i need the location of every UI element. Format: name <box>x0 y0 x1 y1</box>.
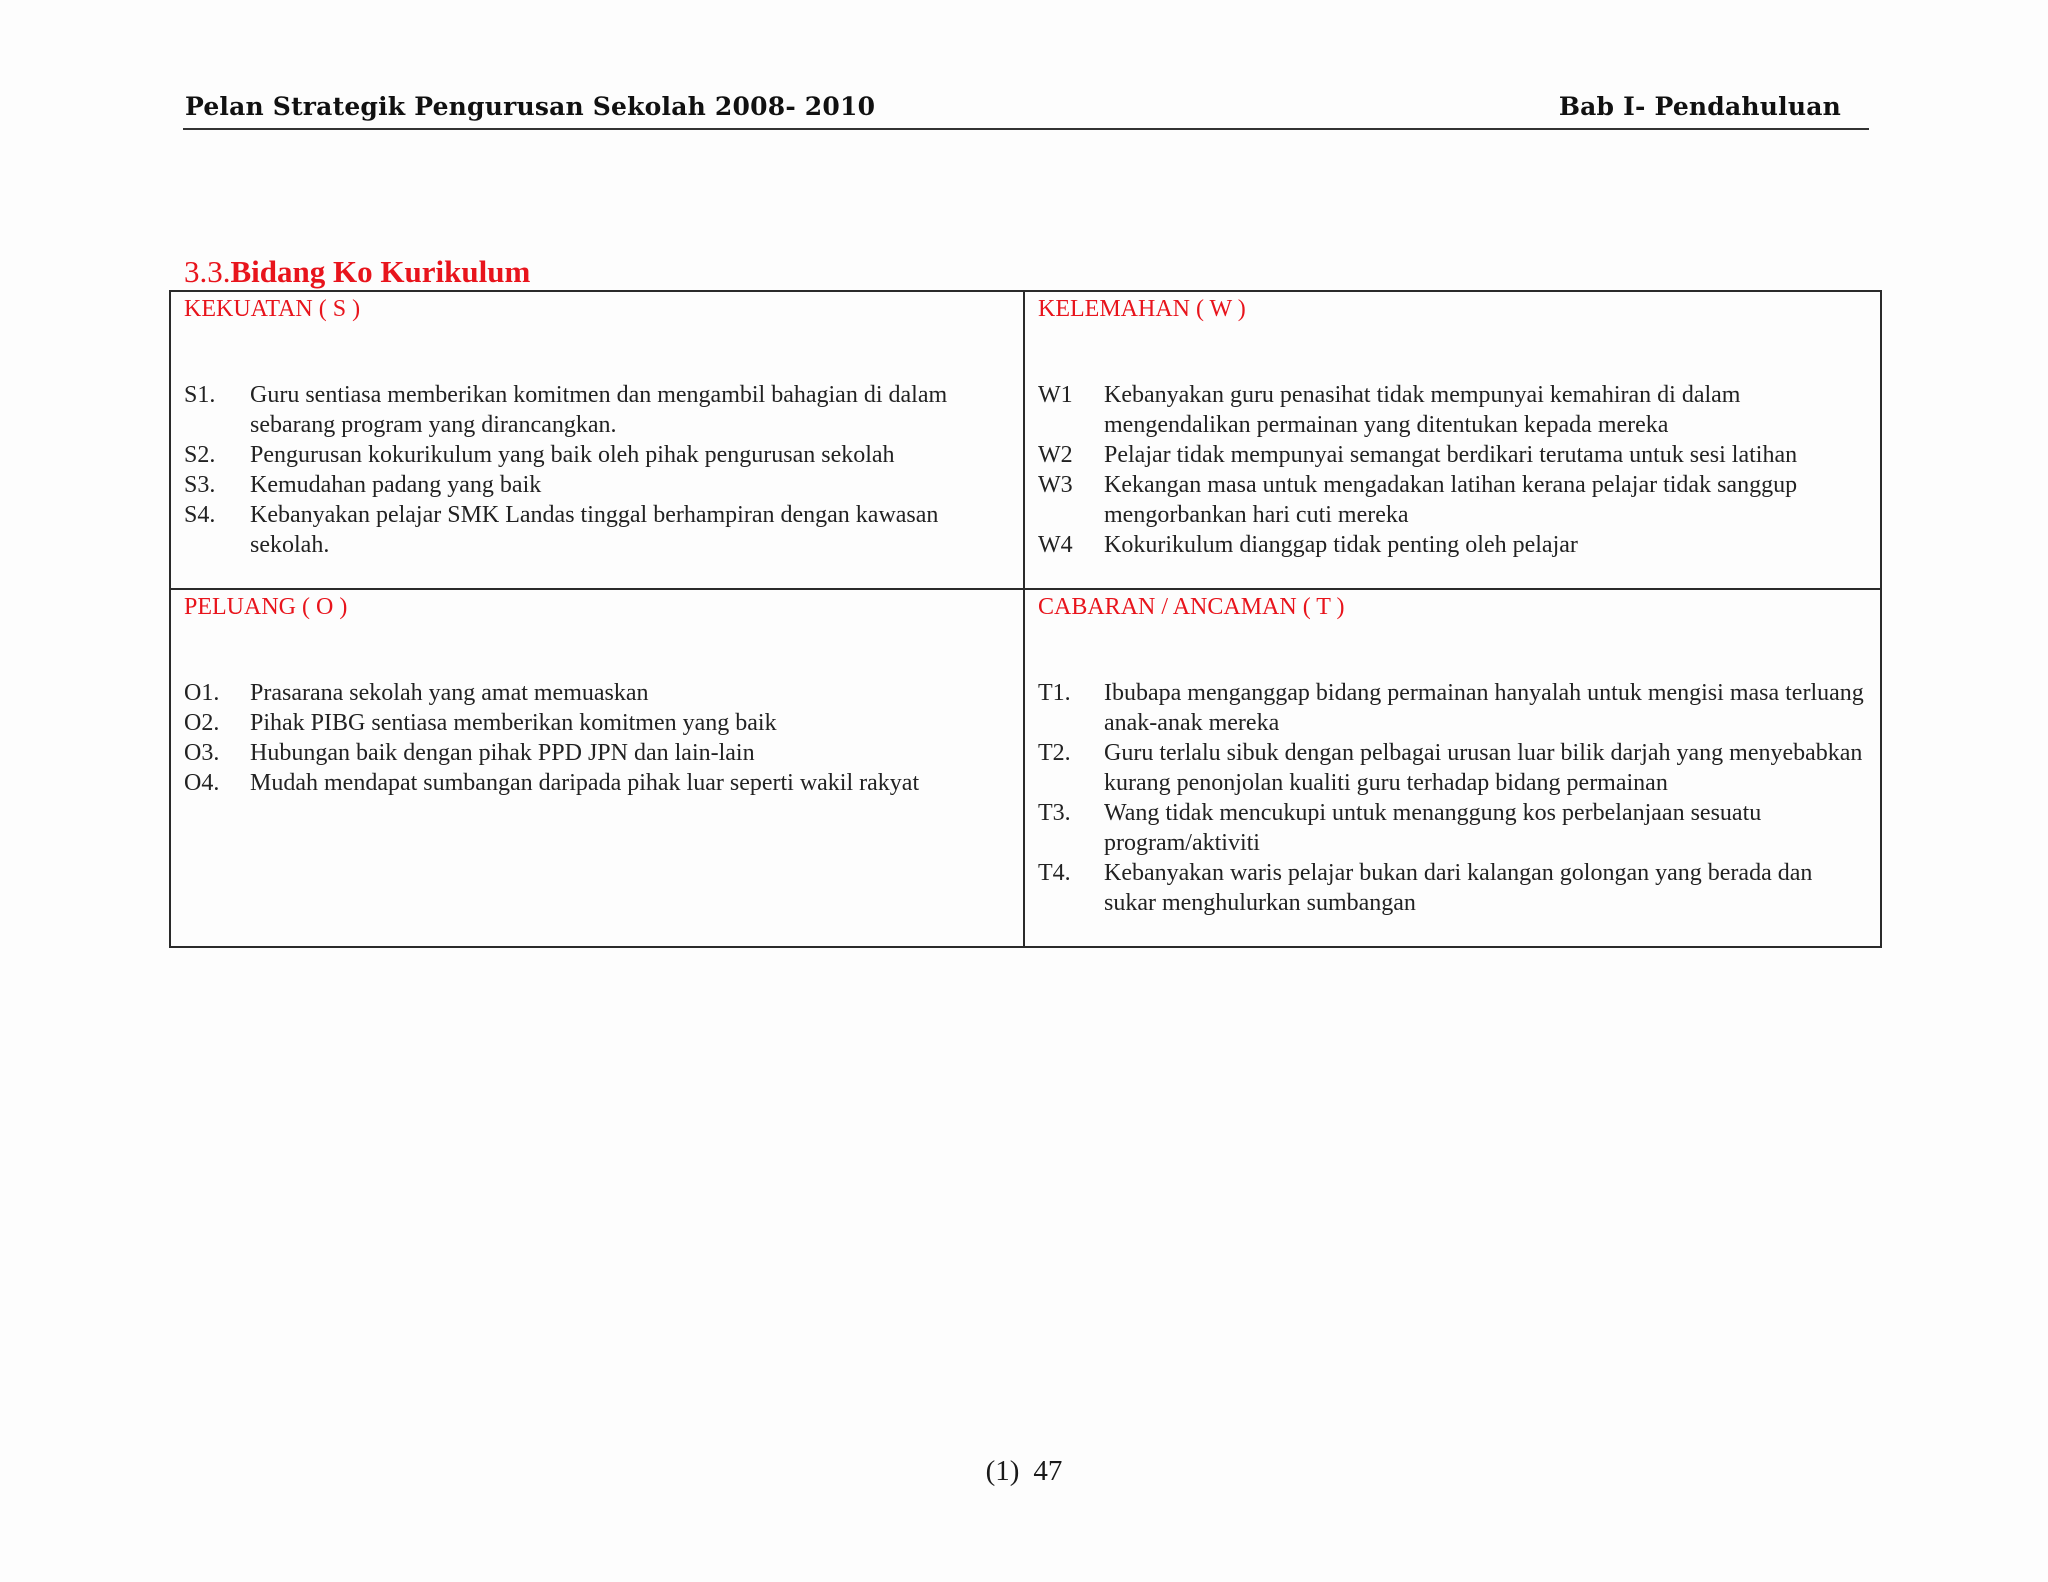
weaknesses-heading: KELEMAHAN ( W ) <box>1038 296 1246 322</box>
item-text: Hubungan baik dengan pihak PPD JPN dan lain-lain <box>250 740 755 766</box>
footer-marker: (1) <box>985 1455 1020 1487</box>
item-code: O2. <box>184 710 220 736</box>
item-text: Pelajar tidak mempunyai semangat berdikari terutama untuk sesi latihan <box>1104 442 1798 468</box>
list-item <box>1038 738 1868 798</box>
page-header <box>183 86 1869 130</box>
strengths-cell <box>170 291 1024 589</box>
item-code: W3 <box>1038 472 1073 498</box>
list-item <box>1038 530 1868 560</box>
list-item <box>184 470 1011 500</box>
item-text: Kekangan masa untuk mengadakan latihan kerana pelajar tidak sanggup mengorbankan hari cuti mereka <box>1104 472 1798 528</box>
item-text: Mudah mendapat sumbangan daripada pihak luar seperti wakil rakyat <box>250 770 920 796</box>
list-item <box>1038 470 1868 530</box>
item-code: W4 <box>1038 532 1073 558</box>
list-item <box>184 500 1011 560</box>
item-code: S3. <box>184 472 216 498</box>
swot-row-top <box>170 291 1881 589</box>
item-text: Ibubapa menganggap bidang permainan hanyalah untuk mengisi masa terluang anak-anak mereka <box>1104 680 1864 736</box>
item-code: W1 <box>1038 382 1073 408</box>
item-text: Kebanyakan waris pelajar bukan dari kalangan golongan yang berada dan sukar menghulurkan sumbangan <box>1104 860 1813 916</box>
list-item <box>184 738 1011 768</box>
section-heading <box>184 255 530 289</box>
document-title: Pelan Strategik Pengurusan Sekolah 2008- 2010 <box>185 92 876 121</box>
threats-list <box>1038 678 1868 918</box>
list-item <box>184 768 1011 798</box>
item-code: W2 <box>1038 442 1073 468</box>
item-text: Kemudahan padang yang baik <box>250 472 542 498</box>
item-text: Pengurusan kokurikulum yang baik oleh pihak pengurusan sekolah <box>250 442 895 468</box>
opportunities-cell <box>170 589 1024 947</box>
item-text: Wang tidak mencukupi untuk menanggung kos perbelanjaan sesuatu program/aktiviti <box>1104 800 1762 856</box>
item-code: T2. <box>1038 740 1071 766</box>
page-number: 47 <box>1033 1455 1063 1487</box>
threats-cell <box>1024 589 1881 947</box>
chapter-title: Bab I- Pendahuluan <box>1558 92 1841 121</box>
list-item <box>184 678 1011 708</box>
list-item <box>1038 440 1868 470</box>
section-title: Bidang Ko Kurikulum <box>230 254 531 289</box>
item-text: Kebanyakan pelajar SMK Landas tinggal berhampiran dengan kawasan sekolah. <box>250 502 939 558</box>
item-code: T3. <box>1038 800 1071 826</box>
swot-table <box>169 290 1882 948</box>
weaknesses-cell <box>1024 291 1881 589</box>
item-code: O3. <box>184 740 220 766</box>
list-item <box>1038 678 1868 738</box>
item-text: Guru terlalu sibuk dengan pelbagai urusan luar bilik darjah yang menyebabkan kurang penonjolan kualiti guru terhadap bidang permainan <box>1104 740 1863 796</box>
item-code: O1. <box>184 680 220 706</box>
list-item <box>184 380 1011 440</box>
swot-row-bottom <box>170 589 1881 947</box>
item-text: Kebanyakan guru penasihat tidak mempunyai kemahiran di dalam mengendalikan permainan yang ditentukan kepada mereka <box>1104 382 1741 438</box>
list-item <box>184 440 1011 470</box>
opportunities-list <box>184 678 1011 798</box>
item-text: Prasarana sekolah yang amat memuaskan <box>250 680 649 706</box>
list-item <box>184 708 1011 738</box>
page-footer <box>0 1455 2048 1488</box>
item-text: Kokurikulum dianggap tidak penting oleh pelajar <box>1104 532 1578 558</box>
strengths-heading: KEKUATAN ( S ) <box>184 296 361 322</box>
list-item <box>1038 858 1868 918</box>
threats-heading: CABARAN / ANCAMAN ( T ) <box>1038 594 1345 620</box>
opportunities-heading: PELUANG ( O ) <box>184 594 348 620</box>
section-number: 3.3. <box>184 254 231 289</box>
strengths-list <box>184 380 1011 560</box>
item-text: Guru sentiasa memberikan komitmen dan mengambil bahagian di dalam sebarang program yang dirancangkan. <box>250 382 948 438</box>
list-item <box>1038 798 1868 858</box>
item-code: O4. <box>184 770 220 796</box>
item-code: S1. <box>184 382 216 408</box>
weaknesses-list <box>1038 380 1868 560</box>
item-code: S4. <box>184 502 216 528</box>
list-item <box>1038 380 1868 440</box>
item-code: T4. <box>1038 860 1071 886</box>
item-text: Pihak PIBG sentiasa memberikan komitmen yang baik <box>250 710 777 736</box>
item-code: S2. <box>184 442 216 468</box>
item-code: T1. <box>1038 680 1071 706</box>
